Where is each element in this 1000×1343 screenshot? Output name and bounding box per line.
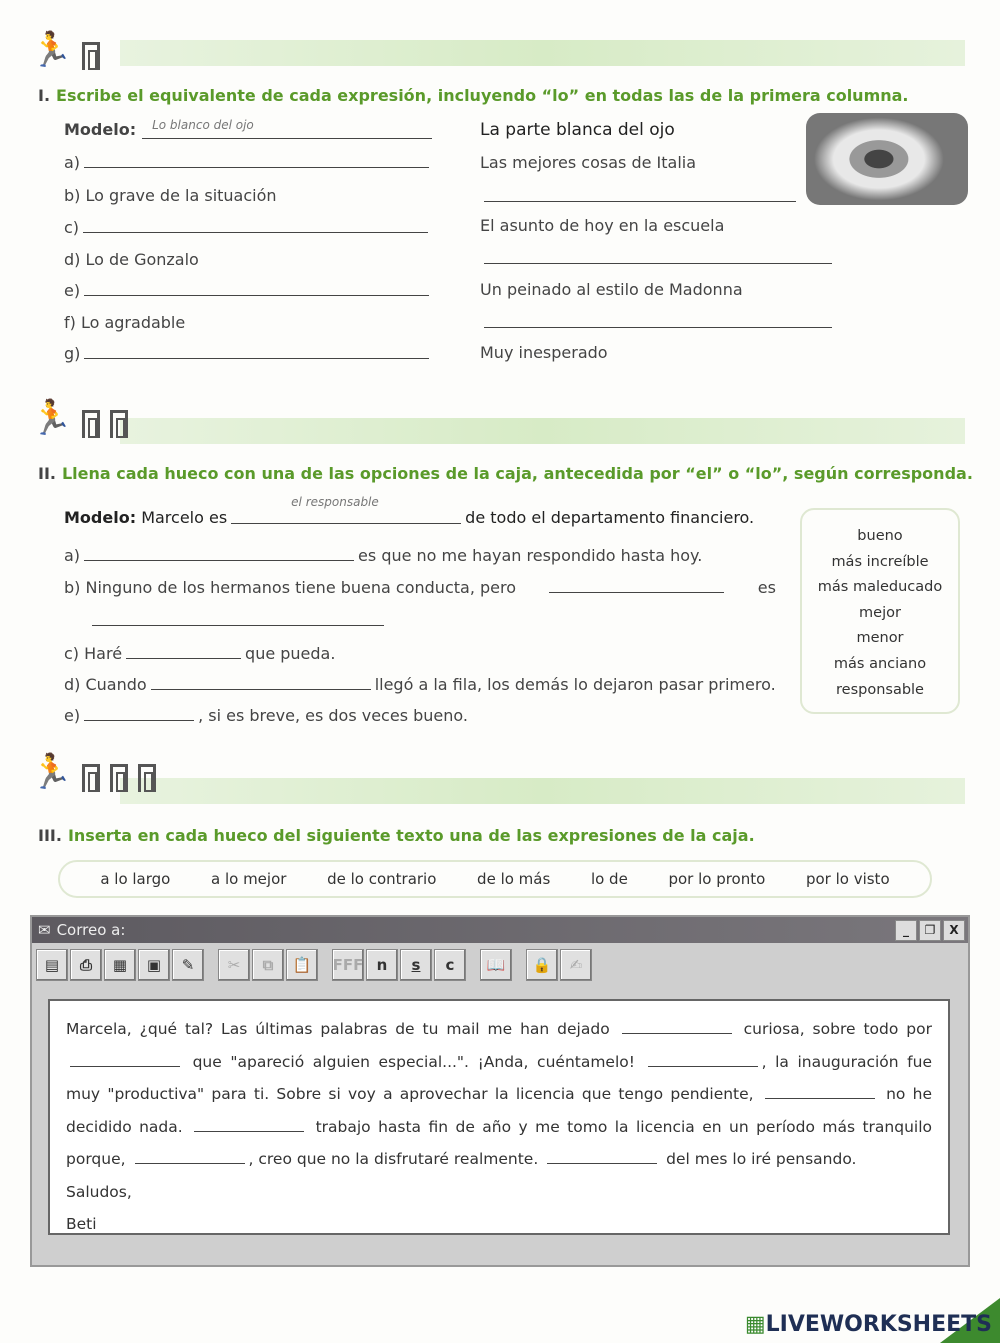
blank-field[interactable] (547, 1162, 657, 1164)
right-item-g: Muy inesperado (480, 343, 608, 362)
section-2-heading (38, 464, 973, 483)
answer-field[interactable] (84, 294, 429, 296)
email-closing: Saludos, (66, 1182, 132, 1201)
section-number: III. (38, 826, 62, 845)
eye-photo (806, 113, 968, 205)
level-1-icons (30, 30, 100, 70)
section-instruction: Llena cada hueco con una de las opciones de la caja, antecedida por “el” o “lo”, según corresponda. (61, 464, 973, 483)
item-label: e) (64, 281, 81, 300)
section-3-heading (38, 826, 755, 845)
lock-icon[interactable]: 🔒 (526, 949, 558, 981)
option: responsable (836, 681, 924, 698)
model-label: Modelo: (64, 508, 137, 527)
level-2-icons (30, 398, 128, 438)
cut-icon[interactable]: ✂ (218, 949, 250, 981)
window-titlebar (32, 917, 968, 943)
blank-field[interactable] (70, 1065, 180, 1067)
attach-icon[interactable]: ▦ (104, 949, 136, 981)
section-instruction: Escribe el equivalente de cada expresión, incluyendo “lo” en todas las de la primera columna. (56, 86, 909, 105)
option: menor (856, 630, 904, 647)
save-icon[interactable]: ▣ (138, 949, 170, 981)
minimize-button[interactable]: _ (895, 920, 917, 941)
toolbar (32, 943, 968, 987)
address-book-icon[interactable]: ▤ (36, 949, 68, 981)
item-label: c) Haré (64, 644, 123, 663)
expression: por lo visto (805, 870, 890, 888)
answer-field-2b-cont[interactable] (92, 624, 384, 626)
item-g (64, 344, 433, 363)
option: más increíble (831, 553, 929, 570)
option: mejor (859, 604, 901, 621)
option: más maleducado (817, 579, 943, 596)
item-text: , si es breve, es dos veces bueno. (198, 706, 468, 725)
item-2a (64, 546, 702, 565)
expression: de lo más (477, 870, 551, 888)
blank-field[interactable] (765, 1097, 875, 1099)
email-text: del mes lo iré pensando. (666, 1150, 857, 1168)
answer-field[interactable] (84, 357, 429, 359)
answer-field[interactable] (151, 688, 371, 690)
email-text: que "apareció alguien especial...". ¡Anda, cuéntamelo! (192, 1052, 635, 1071)
hurdle-icon (110, 764, 128, 792)
green-band (120, 418, 965, 444)
model-label: Modelo: (64, 120, 137, 139)
expression: por lo pronto (668, 870, 766, 888)
paste-icon[interactable]: 📋 (286, 949, 318, 981)
right-item-a: Las mejores cosas de Italia (480, 153, 697, 172)
model-answer-field[interactable] (231, 495, 461, 524)
item-f: f) Lo agradable (64, 313, 186, 332)
bold-button[interactable]: n (366, 949, 398, 981)
hurdle-icon (110, 410, 128, 438)
email-body[interactable] (48, 999, 950, 1235)
mail-icon: ✉ (38, 921, 51, 939)
model-pre: Marcelo es (141, 508, 228, 527)
item-2c (64, 644, 335, 663)
option: más anciano (833, 655, 927, 672)
brand-text: LIVEWORKSHEETS (765, 1312, 992, 1337)
option: bueno (857, 528, 903, 544)
model-answer: el responsable (291, 495, 379, 509)
answer-field[interactable] (549, 591, 724, 593)
section-instruction: Inserta en cada hueco del siguiente texto una de las expresiones de la caja. (67, 826, 755, 845)
item-text: es que no me hayan respondido hasta hoy. (358, 546, 703, 565)
item-d: d) Lo de Gonzalo (64, 250, 199, 269)
runner-icon: 🏃 (30, 752, 73, 792)
expression: de lo contrario (327, 870, 437, 888)
answer-field[interactable] (126, 657, 241, 659)
green-band (120, 40, 965, 66)
expressions-box (58, 860, 932, 898)
item-label: b) Ninguno de los hermanos tiene buena conducta, pero (64, 578, 517, 597)
item-text: que pueda. (245, 644, 336, 663)
expression: a lo mejor (211, 870, 287, 888)
green-band (120, 778, 965, 804)
section-number: I. (38, 86, 51, 105)
item-text: es (757, 578, 776, 597)
runner-icon: 🏃 (30, 30, 73, 70)
item-label: c) (64, 218, 80, 237)
right-item-c: El asunto de hoy en la escuela (480, 216, 725, 235)
expression: lo de (590, 870, 628, 888)
blank-field[interactable] (648, 1065, 758, 1067)
answer-field[interactable] (84, 559, 354, 561)
item-2d (64, 675, 776, 694)
close-button[interactable]: X (943, 920, 965, 941)
hurdle-icon (82, 42, 100, 70)
liveworksheets-logo: ▦LIVEWORKSHEETS (744, 1312, 992, 1337)
email-text: trabajo hasta fin de año y me tomo la licencia en un período más tranquilo porque, (66, 1117, 932, 1168)
section-1-heading (38, 86, 909, 105)
hurdle-icon (82, 764, 100, 792)
item-label: a) (64, 153, 81, 172)
email-text: curiosa, sobre todo por (743, 1020, 932, 1038)
italic-button[interactable]: c (434, 949, 466, 981)
model-answer-field[interactable] (142, 118, 432, 139)
blank-field[interactable] (194, 1130, 304, 1132)
hurdle-icon (82, 410, 100, 438)
font-button[interactable]: FFF (332, 949, 364, 981)
item-e (64, 281, 433, 300)
answer-field-b[interactable] (484, 200, 796, 202)
item-2e (64, 706, 468, 725)
print-icon[interactable]: ⎙ (70, 949, 102, 981)
hurdle-icon (138, 764, 156, 792)
email-text: , la inauguración fue muy "productiva" para ti. Sobre si voy a aprovechar la licencia que tengo pendiente, (66, 1052, 933, 1103)
item-b: b) Lo grave de la situación (64, 186, 277, 205)
answer-field-d[interactable] (484, 262, 832, 264)
runner-icon: 🏃 (30, 398, 73, 438)
edit-icon[interactable]: ✎ (172, 949, 204, 981)
email-signature: Beti (66, 1215, 97, 1233)
blank-field[interactable] (135, 1162, 245, 1164)
model-post: de todo el departamento financiero. (465, 508, 755, 527)
maximize-button[interactable]: ❐ (919, 920, 941, 941)
item-text: llegó a la fila, los demás lo dejaron pasar primero. (374, 675, 776, 694)
email-text: Marcela, ¿qué tal? Las últimas palabras de tu mail me han dejado (66, 1020, 610, 1038)
model-equivalent: La parte blanca del ojo (480, 120, 675, 140)
item-label: e) (64, 706, 81, 725)
item-c (64, 218, 432, 237)
right-item-e: Un peinado al estilo de Madonna (480, 280, 743, 299)
expression: a lo largo (100, 870, 171, 888)
blank-field[interactable] (622, 1032, 732, 1034)
options-box (800, 508, 960, 714)
spellcheck-icon[interactable]: 📖 (480, 949, 512, 981)
signature-icon[interactable]: ✍ (560, 949, 592, 981)
underline-button[interactable]: s (400, 949, 432, 981)
level-3-icons (30, 752, 156, 792)
item-label: a) (64, 546, 81, 565)
answer-field[interactable] (83, 231, 428, 233)
item-label: g) (64, 344, 81, 363)
item-a (64, 153, 433, 172)
window-title: Correo a: (56, 921, 126, 939)
answer-field-f[interactable] (484, 326, 832, 328)
model-answer: Lo blanco del ojo (152, 118, 254, 132)
email-window (30, 915, 970, 1267)
item-label: d) Cuando (64, 675, 147, 694)
email-text: , creo que no la disfrutaré realmente. (248, 1150, 539, 1168)
answer-field[interactable] (84, 166, 429, 168)
item-2b (64, 578, 776, 597)
copy-icon[interactable]: ⧉ (252, 949, 284, 981)
model-row-2 (64, 495, 755, 527)
email-text: no he decidido nada. (66, 1085, 933, 1136)
section-number: II. (38, 464, 56, 483)
answer-field[interactable] (84, 719, 194, 721)
model-row (64, 120, 432, 139)
